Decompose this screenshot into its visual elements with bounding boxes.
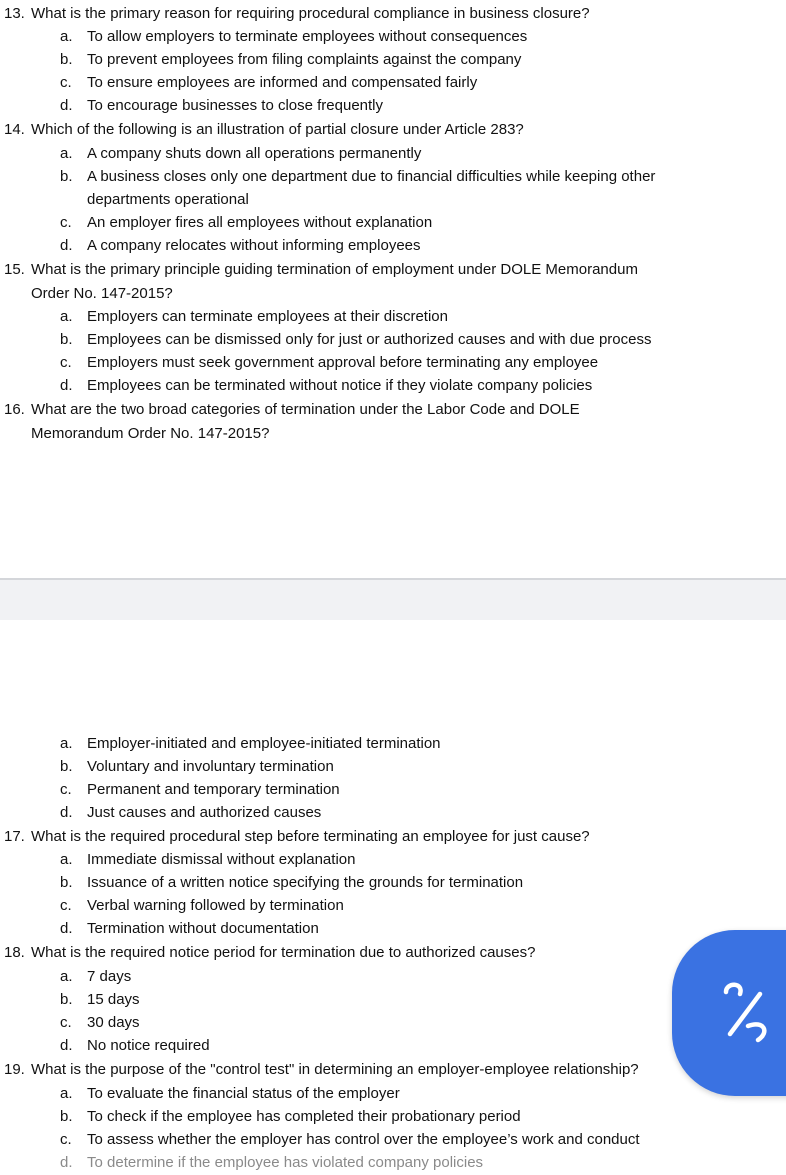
- item-label: c.: [60, 74, 72, 91]
- option-17b: [60, 874, 523, 892]
- item-label: a.: [60, 851, 73, 868]
- item-text: Which of the following is an illustration of partial closure under Article 283?: [31, 121, 524, 138]
- item-label: d.: [60, 920, 73, 937]
- option-13c: [60, 74, 477, 92]
- item-text: Order No. 147-2015?: [31, 285, 173, 302]
- item-text: A company relocates without informing employees: [87, 237, 421, 254]
- item-text: Voluntary and involuntary termination: [87, 758, 334, 775]
- question-19: [4, 1061, 639, 1079]
- item-text: Immediate dismissal without explanation: [87, 851, 356, 868]
- item-text: Employer-initiated and employee-initiated termination: [87, 735, 441, 752]
- item-text: Issuance of a written notice specifying the grounds for termination: [87, 874, 524, 891]
- question-15: [4, 261, 638, 279]
- option-18d: [60, 1037, 210, 1055]
- item-label: d.: [60, 237, 73, 254]
- option-18c: [60, 1014, 140, 1032]
- item-label: d.: [60, 377, 73, 394]
- item-label: 15.: [4, 261, 25, 278]
- item-label: b.: [60, 331, 73, 348]
- item-text: An employer fires all employees without explanation: [87, 214, 433, 231]
- question-16: [4, 401, 580, 419]
- item-label: b.: [60, 991, 73, 1008]
- item-label: b.: [60, 874, 73, 891]
- question-15-continued: [31, 285, 173, 303]
- option-18a: [60, 968, 131, 986]
- document-page-2: [0, 618, 786, 1175]
- option-16d: [60, 804, 321, 822]
- option-17d: [60, 920, 319, 938]
- option-14a: [60, 145, 421, 163]
- item-text: Employers must seek government approval before terminating any employee: [87, 354, 599, 371]
- item-label: 19.: [4, 1061, 25, 1078]
- item-text: Employees can be dismissed only for just or authorized causes and with due process: [87, 331, 652, 348]
- item-text: 15 days: [87, 991, 140, 1008]
- item-text: departments operational: [87, 191, 249, 208]
- item-label: 17.: [4, 828, 25, 845]
- item-text: To check if the employee has completed their probationary period: [87, 1108, 521, 1125]
- item-text: No notice required: [87, 1037, 210, 1054]
- item-text: To assess whether the employer has control over the employee’s work and conduct: [87, 1131, 640, 1148]
- item-label: c.: [60, 1131, 72, 1148]
- item-text: Employers can terminate employees at their discretion: [87, 308, 448, 325]
- edit-floating-button[interactable]: [672, 930, 786, 1096]
- option-15d: [60, 377, 592, 395]
- item-label: a.: [60, 145, 73, 162]
- option-13b: [60, 51, 521, 69]
- item-text: 30 days: [87, 1014, 140, 1031]
- item-text: Permanent and temporary termination: [87, 781, 340, 798]
- item-label: 13.: [4, 5, 25, 22]
- item-text: To determine if the employee has violated company policies: [87, 1154, 484, 1171]
- option-13a: [60, 28, 527, 46]
- option-19b: [60, 1108, 521, 1126]
- item-text: A business closes only one department due to financial difficulties while keeping other: [87, 168, 656, 185]
- item-label: a.: [60, 1085, 73, 1102]
- item-text: What is the primary principle guiding termination of employment under DOLE Memorandum: [31, 261, 638, 278]
- question-14: [4, 121, 524, 139]
- item-label: a.: [60, 308, 73, 325]
- option-14b: [60, 168, 655, 186]
- item-text: To prevent employees from filing complaints against the company: [87, 51, 522, 68]
- option-16b: [60, 758, 334, 776]
- item-label: d.: [60, 804, 73, 821]
- item-label: c.: [60, 354, 72, 371]
- item-text: To allow employers to terminate employees without consequences: [87, 28, 528, 45]
- item-text: What is the primary reason for requiring procedural compliance in business closure?: [31, 5, 590, 22]
- item-text: What is the required procedural step before terminating an employee for just cause?: [31, 828, 590, 845]
- item-label: a.: [60, 735, 73, 752]
- item-label: c.: [60, 781, 72, 798]
- item-text: To evaluate the financial status of the employer: [87, 1085, 400, 1102]
- question-16-continued: [31, 425, 269, 443]
- option-13d: [60, 97, 383, 115]
- option-19d: [60, 1154, 483, 1172]
- item-label: b.: [60, 168, 73, 185]
- item-text: A company shuts down all operations permanently: [87, 145, 422, 162]
- item-text: Just causes and authorized causes: [87, 804, 322, 821]
- item-text: To ensure employees are informed and compensated fairly: [87, 74, 478, 91]
- question-13: [4, 5, 590, 23]
- item-label: 14.: [4, 121, 25, 138]
- option-16a: [60, 735, 441, 753]
- document-page-1: [0, 0, 786, 578]
- item-label: 16.: [4, 401, 25, 418]
- item-text: To encourage businesses to close frequently: [87, 97, 384, 114]
- item-label: d.: [60, 1037, 73, 1054]
- item-label: d.: [60, 1154, 73, 1171]
- option-18b: [60, 991, 140, 1009]
- item-text: Verbal warning followed by termination: [87, 897, 344, 914]
- item-text: What is the purpose of the "control test" in determining an employer-employee relationship?: [31, 1061, 639, 1078]
- item-label: a.: [60, 28, 73, 45]
- item-label: b.: [60, 758, 73, 775]
- item-label: b.: [60, 1108, 73, 1125]
- option-16c: [60, 781, 340, 799]
- page-break-divider: [0, 578, 786, 620]
- option-14c: [60, 214, 432, 232]
- edit-pencil-icon: [718, 980, 774, 1044]
- item-label: c.: [60, 1014, 72, 1031]
- item-text: Termination without documentation: [87, 920, 319, 937]
- item-label: d.: [60, 97, 73, 114]
- option-14d: [60, 237, 421, 255]
- item-label: c.: [60, 214, 72, 231]
- option-17a: [60, 851, 355, 869]
- question-17: [4, 828, 590, 846]
- option-19a: [60, 1085, 400, 1103]
- item-text: Memorandum Order No. 147-2015?: [31, 425, 270, 442]
- option-15c: [60, 354, 598, 372]
- option-15a: [60, 308, 448, 326]
- option-17c: [60, 897, 344, 915]
- item-label: 18.: [4, 944, 25, 961]
- item-label: c.: [60, 897, 72, 914]
- item-label: b.: [60, 51, 73, 68]
- question-18: [4, 944, 535, 962]
- option-15b: [60, 331, 651, 349]
- option-14b-continued: [87, 191, 249, 209]
- item-text: 7 days: [87, 968, 132, 985]
- item-label: a.: [60, 968, 73, 985]
- item-text: What are the two broad categories of termination under the Labor Code and DOLE: [31, 401, 580, 418]
- option-19c: [60, 1131, 640, 1149]
- item-text: What is the required notice period for termination due to authorized causes?: [31, 944, 536, 961]
- item-text: Employees can be terminated without notice if they violate company policies: [87, 377, 593, 394]
